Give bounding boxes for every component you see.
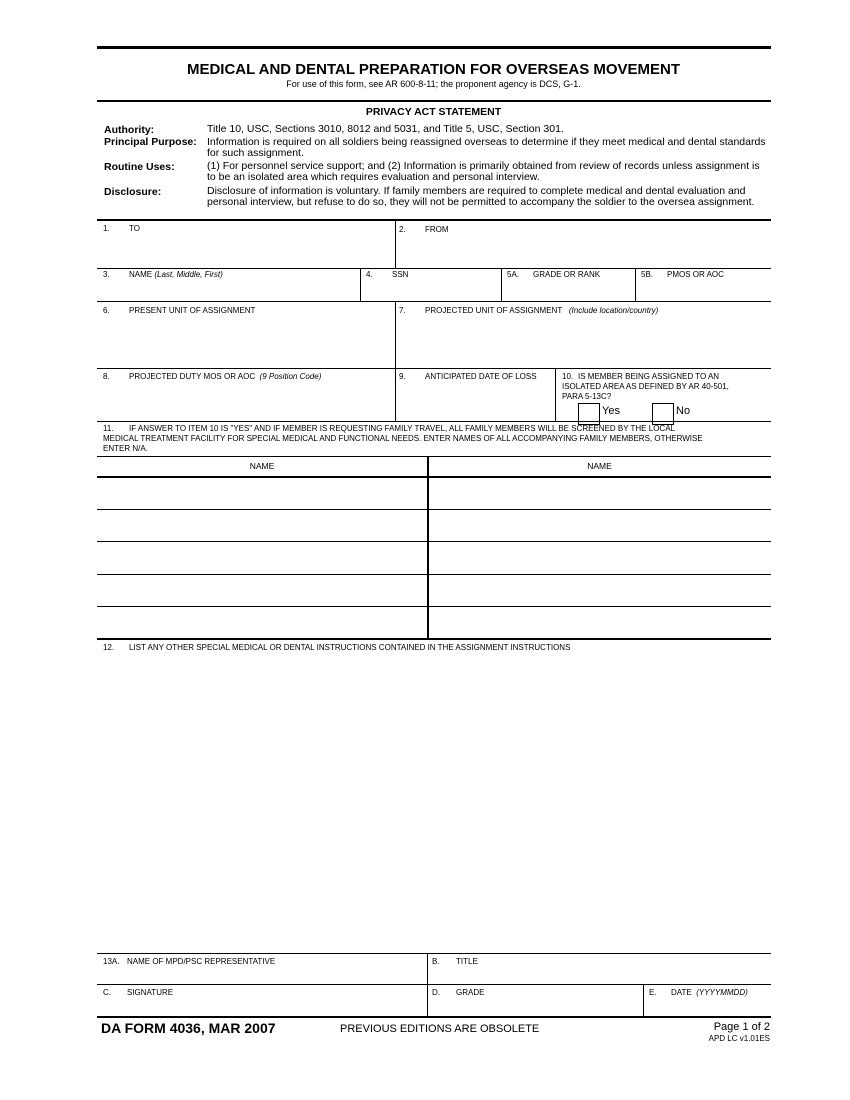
rep-name-label: 13A. NAME OF MPD/PSC REPRESENTATIVE (103, 957, 276, 966)
field-isolated-label: 10. IS MEMBER BEING ASSIGNED TO AN (562, 372, 720, 381)
family-name-right-1[interactable] (429, 478, 771, 509)
field-pmos-label: 5B. PMOS OR AOC (641, 270, 724, 279)
field-isolated-label-3: PARA 5-13C? (562, 392, 612, 401)
family-name-left-1[interactable] (97, 478, 427, 509)
names-header-rule (97, 456, 771, 457)
family-name-right-4[interactable] (429, 575, 771, 606)
field-duty-mos-label: 8. PROJECTED DUTY MOS OR AOC (9 Position Code) (103, 372, 322, 381)
present-unit-field[interactable] (97, 302, 395, 368)
rep-title-label: B. TITLE (432, 957, 478, 966)
privacy-heading: PRIVACY ACT STATEMENT (365, 106, 502, 118)
field-to-label: 1. TO (103, 224, 140, 233)
form-version: APD LC v1.01ES (708, 1034, 770, 1043)
special-instructions-field[interactable] (97, 655, 771, 952)
bottom-rule (97, 1016, 771, 1018)
top-rule (97, 46, 771, 49)
rep-grade-field[interactable] (428, 985, 643, 1016)
field-isolated-label-2: ISOLATED AREA AS DEFINED BY AR 40-501, (562, 382, 729, 391)
field-ssn-label: 4. SSN (366, 270, 409, 279)
field-from-label: 2. FROM (399, 225, 449, 234)
field-projected-unit-label: 7. PROJECTED UNIT OF ASSIGNMENT (Include location/country) (399, 306, 659, 315)
form-number: DA FORM 4036, MAR 2007 (101, 1020, 276, 1036)
from-field[interactable] (396, 221, 771, 268)
family-name-right-3[interactable] (429, 542, 771, 574)
date-of-loss-field[interactable] (396, 380, 555, 421)
item11-line1: 11. IF ANSWER TO ITEM 10 IS "YES" AND IF MEMBER IS REQUESTING FAMILY TRAVEL, ALL FAMILY MEMBERS WILL BE SCREENED BY THE LOCAL (103, 424, 675, 433)
routine-uses-text: (1) For personnel service support; and (2) Information is primarily obtained from review of records unless assignment is to be an isolated area which requires evaluation and personal interview. (207, 160, 760, 183)
field-date-loss-label: 9. ANTICIPATED DATE OF LOSS (399, 372, 537, 381)
field-grade-rank-label: 5A. GRADE OR RANK (507, 270, 601, 279)
privacy-top-rule (97, 100, 771, 102)
field-present-unit-label: 6. PRESENT UNIT OF ASSIGNMENT (103, 306, 256, 315)
disclosure-text: Disclosure of information is voluntary. If family members are required to complete medical and dental evaluation and personal interview, but refuse to do so, they will not be permitted to accompany the soldier to the oversea assignment. (207, 185, 755, 208)
form-title: MEDICAL AND DENTAL PREPARATION FOR OVERSEAS MOVEMENT (186, 61, 681, 78)
disclosure-label: Disclosure: (104, 186, 162, 198)
names-col-right-header: NAME (587, 461, 612, 471)
grade-rank-field[interactable] (502, 269, 635, 301)
family-name-left-5[interactable] (97, 607, 427, 638)
row5-rule (97, 421, 771, 422)
date-label: E. DATE (YYYYMMDD) (649, 988, 748, 997)
family-name-left-3[interactable] (97, 542, 427, 574)
date-field[interactable] (644, 985, 771, 1016)
family-name-right-5[interactable] (429, 607, 771, 638)
field-name-label: 3. NAME (Last, Middle, First) (103, 270, 223, 279)
obsolete-notice: PREVIOUS EDITIONS ARE OBSOLETE (340, 1023, 540, 1035)
isolated-yes-label: Yes (602, 405, 620, 417)
item11-line2: MEDICAL TREATMENT FACILITY FOR SPECIAL MEDICAL AND FUNCTIONAL NEEDS. ENTER NAMES OF ALL ACCOMPANYING FAMILY MEMBERS, OTHERWISE (103, 434, 703, 443)
row4-divider (555, 368, 556, 421)
family-name-left-2[interactable] (97, 510, 427, 541)
form-subtitle: For use of this form, see AR 600-8-11; the proponent agency is DCS, G-1. (286, 79, 581, 89)
purpose-label: Principal Purpose: (104, 136, 197, 148)
page-number: Page 1 of 2 (713, 1021, 770, 1033)
signature-label: C. SIGNATURE (103, 988, 174, 997)
rep-grade-label: D. GRADE (432, 988, 485, 997)
rep-title-field[interactable] (428, 954, 771, 984)
projected-unit-field[interactable] (396, 302, 771, 368)
item12-rule (97, 638, 771, 640)
purpose-text: Information is required on all soldiers being reassigned overseas to determine if they meet medical and dental standards for such assignment. (207, 136, 766, 159)
item11-line3: ENTER N/A. (103, 444, 148, 453)
pmos-aoc-field[interactable] (636, 269, 771, 301)
ssn-field[interactable] (361, 269, 501, 301)
names-col-left-header: NAME (249, 461, 275, 471)
rep-name-field[interactable] (97, 954, 427, 984)
signature-field[interactable] (97, 985, 427, 1016)
isolated-no-label: No (676, 405, 691, 417)
routine-uses-label: Routine Uses: (104, 161, 175, 173)
family-name-right-2[interactable] (429, 510, 771, 541)
item12-label: 12. LIST ANY OTHER SPECIAL MEDICAL OR DENTAL INSTRUCTIONS CONTAINED IN THE ASSIGNMENT INSTRUCTIONS (103, 643, 571, 652)
to-field[interactable] (97, 221, 395, 268)
authority-text: Title 10, USC, Sections 3010, 8012 and 5031, and Title 5, USC, Section 301. (207, 123, 564, 135)
duty-mos-field[interactable] (97, 369, 395, 421)
name-field[interactable] (97, 269, 360, 301)
authority-label: Authority: (104, 124, 155, 136)
family-name-left-4[interactable] (97, 575, 427, 606)
